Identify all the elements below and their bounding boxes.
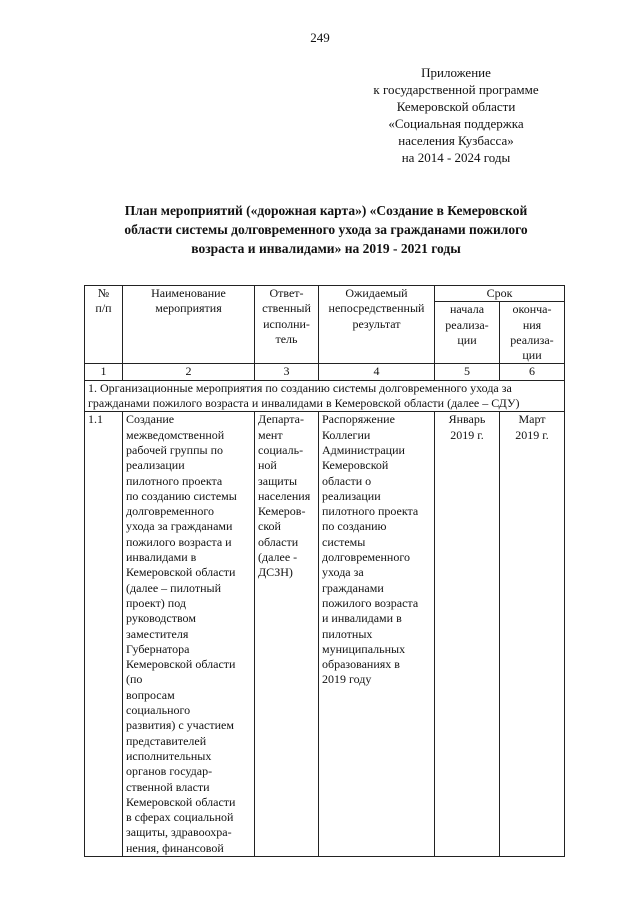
appendix-line: «Социальная поддержка <box>388 116 524 131</box>
header-end: оконча- ния реализа- ции <box>500 302 565 364</box>
appendix-block <box>340 64 572 166</box>
column-number: 5 <box>435 364 500 380</box>
appendix-line: на 2014 - 2024 годы <box>401 150 511 165</box>
header-name: Наименование мероприятия <box>123 286 255 364</box>
title-line: возраста и инвалидами» на 2019 - 2021 годы <box>191 241 461 256</box>
column-number-row <box>85 364 565 380</box>
header-num: № п/п <box>85 286 123 364</box>
appendix-line: Кемеровской области <box>396 99 516 114</box>
document-title <box>88 201 564 258</box>
appendix-line: к государственной программе <box>373 82 539 97</box>
section-row <box>85 380 565 412</box>
page-number: 249 <box>310 30 330 45</box>
appendix-line: Приложение <box>421 65 491 80</box>
table-header-row <box>85 286 565 302</box>
end-date-cell: Март 2019 г. <box>500 412 565 857</box>
column-number: 2 <box>123 364 255 380</box>
header-result: Ожидаемый непосредственный результат <box>319 286 435 364</box>
header-start: начала реализа- ции <box>435 302 500 364</box>
appendix-line: населения Кузбасса» <box>398 133 514 148</box>
section-heading: 1. Организационные мероприятия по созданию системы долговременного ухода за гражданами пожилого возраста и инвалидами в Кемеровской области (далее – СДУ) <box>85 380 565 412</box>
header-term: Срок <box>435 286 565 302</box>
table-row <box>85 412 565 857</box>
measure-name-cell: Создание межведомственной рабочей группы по реализации пилотного проекта по созданию системы долговременного ухода за гражданами пожилого возраста и инвалидами в Кемеровской области (далее – пилотный проект) под руководством заместителя Губернатора Кемеровской области (по вопросам социального развития) с участием представителей исполнительных органов государ- ственной власти Кемеровской области в сферах социальной защиты, здравоохра- нения, финансовой <box>123 412 255 857</box>
title-line: области системы долговременного ухода за гражданами пожилого <box>124 222 528 237</box>
executor-cell: Департа- мент социаль- ной защиты населения Кемеров- ской области (далее - ДСЗН) <box>255 412 319 857</box>
column-number: 6 <box>500 364 565 380</box>
column-number: 3 <box>255 364 319 380</box>
start-date-cell: Январь 2019 г. <box>435 412 500 857</box>
column-number: 4 <box>319 364 435 380</box>
title-line: План мероприятий («дорожная карта») «Создание в Кемеровской <box>124 203 528 218</box>
header-executor: Ответ- ственный исполни- тель <box>255 286 319 364</box>
row-number: 1.1 <box>85 412 123 857</box>
column-number: 1 <box>85 364 123 380</box>
expected-result-cell: Распоряжение Коллегии Администрации Кемеровской области о реализации пилотного проекта по созданию системы долговременного ухода за гражданами пожилого возраста и инвалидами в пилотных муниципальных образованиях в 2019 году <box>319 412 435 857</box>
plan-table <box>84 285 565 857</box>
